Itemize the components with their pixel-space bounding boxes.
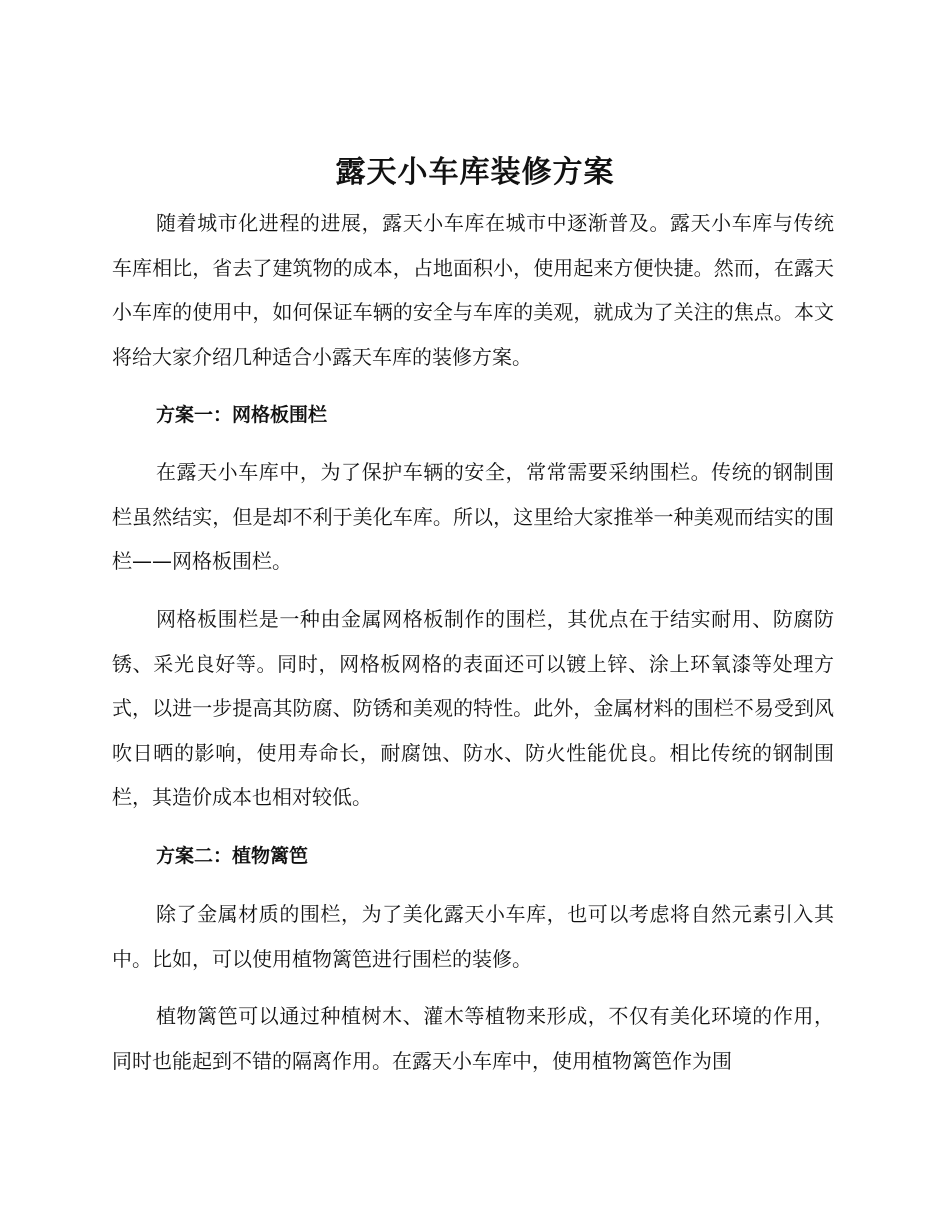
intro-paragraph: 随着城市化进程的进展，露天小车库在城市中逐渐普及。露天小车库与传统车库相比，省去了建筑物的成本，占地面积小，使用起来方便快捷。然而，在露天小车库的使用中，如何保证车辆的安全与车库的美观，就成为了关注的焦点。本文将给大家介绍几种适合小露天车库的装修方案。 [112,211,834,369]
section1-paragraph-2: 网格板围栏是一种由金属网格板制作的围栏，其优点在于结实耐用、防腐防锈、采光良好等。同时，网格板网格的表面还可以镀上锌、涂上环氧漆等处理方式，以进一步提高其防腐、防锈和美观的特性。此外，金属材料的围栏不易受到风吹日晒的影响，使用寿命长，耐腐蚀、防水、防火性能优良。相比传统的钢制围栏，其造价成本也相对较低。 [112,607,834,809]
section2-paragraph-2: 植物篱笆可以通过种植树木、灌木等植物来形成，不仅有美化环境的作用，同时也能起到不错的隔离作用。在露天小车库中，使用植物篱笆作为围 [112,1004,834,1073]
document-title: 露天小车库装修方案 [335,155,615,190]
section2-paragraph-1: 除了金属材质的围栏，为了美化露天小车库，也可以考虑将自然元素引入其中。比如，可以使用植物篱笆进行围栏的装修。 [112,902,834,971]
section1-paragraph-1: 在露天小车库中，为了保护车辆的安全，常常需要采纳围栏。传统的钢制围栏虽然结实，但是却不利于美化车库。所以，这里给大家推举一种美观而结实的围栏——网格板围栏。 [112,460,834,573]
section1-heading: 方案一：网格板围栏 [156,404,328,426]
section2-heading: 方案二：植物篱笆 [156,845,309,867]
